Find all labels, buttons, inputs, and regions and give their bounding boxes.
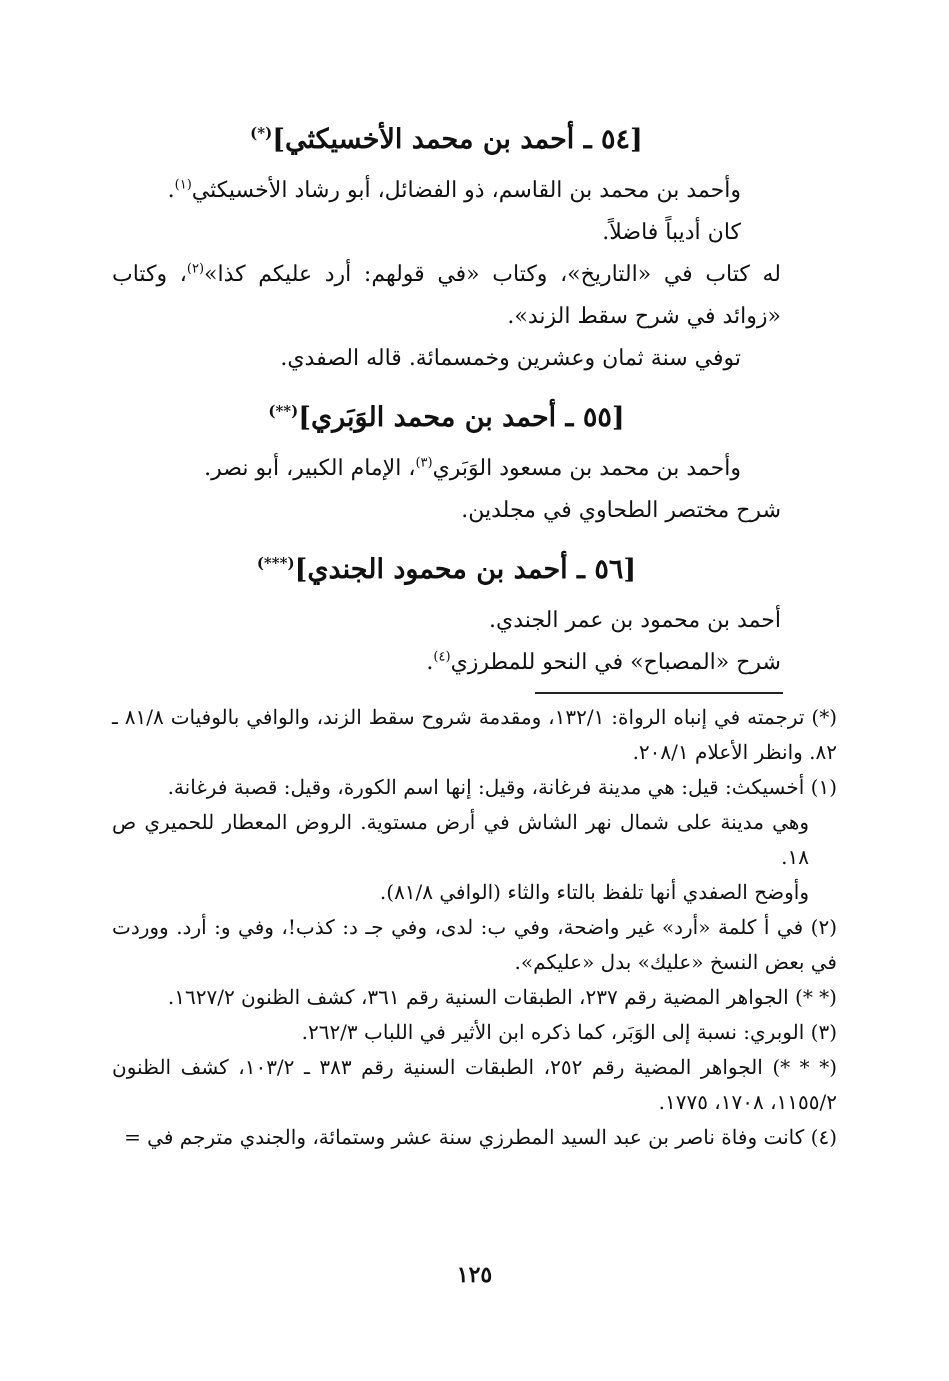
paragraph: توفي سنة ثمان وعشرين وخمسمائة. قاله الصفدي. xyxy=(280,346,741,371)
paragraph: كان أديباً فاضلاً. xyxy=(602,220,741,245)
footnote: (* * *) الجواهر المضية رقم ٢٥٢، الطبقات السنية رقم ٣٨٣ ـ ١٠٣/٢، كشف الظنون ١١٥٥/٢، ١٧٠٨، ١٧٧٥. xyxy=(112,1055,837,1114)
footnote: (١) أخسيكث: قيل: هي مدينة فرغانة، وقيل: إنها اسم الكورة، وقيل: قصبة فرغانة. xyxy=(167,775,837,799)
entry-title: [٥٦ ـ أحمد بن محمود الجندي](***) xyxy=(256,554,637,585)
footnote: (٣) الوبري: نسبة إلى الوَبَر، كما ذكره ابن الأثير في اللباب ٢٦٢/٣. xyxy=(301,1020,837,1044)
note-ref: (٤) xyxy=(433,649,451,665)
entry-title: [٥٥ ـ أحمد بن محمد الوَبَري](**) xyxy=(268,402,625,433)
paragraph: شرح «المصباح» في النحو للمطرزي$^{(٤)}$. xyxy=(426,649,781,675)
title-note-mark: (*) xyxy=(250,124,273,142)
entry-54 xyxy=(112,118,781,380)
note-ref: (٣) xyxy=(415,455,433,471)
note-ref: (١) xyxy=(174,177,192,193)
entry-56 xyxy=(112,548,781,684)
footnote: (* *) الجواهر المضية رقم ٢٣٧، الطبقات السنية رقم ٣٦١، كشف الظنون ١٦٢٧/٢. xyxy=(167,985,837,1009)
entry-title: [٥٤ ـ أحمد بن محمد الأخسيكثي](*) xyxy=(250,124,643,155)
title-note-mark: (***) xyxy=(256,554,295,572)
footnote: وأوضح الصفدي أنها تلفظ بالتاء والثاء (الوافي ٨١/٨). xyxy=(379,880,809,904)
footnote: وهي مدينة على شمال نهر الشاش في أرض مستوية. الروض المعطار للحميري ص ١٨. xyxy=(112,810,809,869)
page-number: ١٢٥ xyxy=(456,1262,493,1288)
footnote: (٤) كانت وفاة ناصر بن عبد السيد المطرزي سنة عشر وستمائة، والجندي مترجم في = xyxy=(124,1125,837,1149)
spacer xyxy=(112,532,781,548)
footnotes xyxy=(112,700,837,1155)
entry-55 xyxy=(112,396,781,532)
title-note-mark: (**) xyxy=(268,402,299,420)
paragraph: وأحمد بن محمد بن القاسم، ذو الفضائل، أبو رشاد الأخسيكثي$^{(١)}$. xyxy=(167,177,741,203)
note-ref: (٢) xyxy=(186,261,205,277)
footnote-divider xyxy=(535,692,783,694)
footnote: (*) ترجمته في إنباه الرواة: ١٣٢/١، ومقدمة شروح سقط الزند، والوافي بالوفيات ٨١/٨ ـ ٨٢. وانظر الأعلام ٢٠٨/١. xyxy=(112,705,837,764)
paragraph: شرح مختصر الطحاوي في مجلدين. xyxy=(461,498,781,523)
paragraph: له كتاب في «التاريخ»، وكتاب «في قولهم: أرد عليكم كذا»$^{(٢)}$، وكتاب «زوائد في شرح سقط الزند». xyxy=(112,261,781,329)
paragraph: أحمد بن محمود بن عمر الجندي. xyxy=(489,608,781,633)
spacer xyxy=(112,380,781,396)
paragraph: وأحمد بن محمد بن مسعود الوَبَري$^{(٣)}$، الإمام الكبير، أبو نصر. xyxy=(204,455,741,481)
footnote: (٢) في أ كلمة «أرد» غير واضحة، وفي ب: لدى، وفي جـ د: كذب!، وفي و: أرد. ووردت في بعض النسخ «عليك» بدل «عليكم». xyxy=(112,915,837,974)
